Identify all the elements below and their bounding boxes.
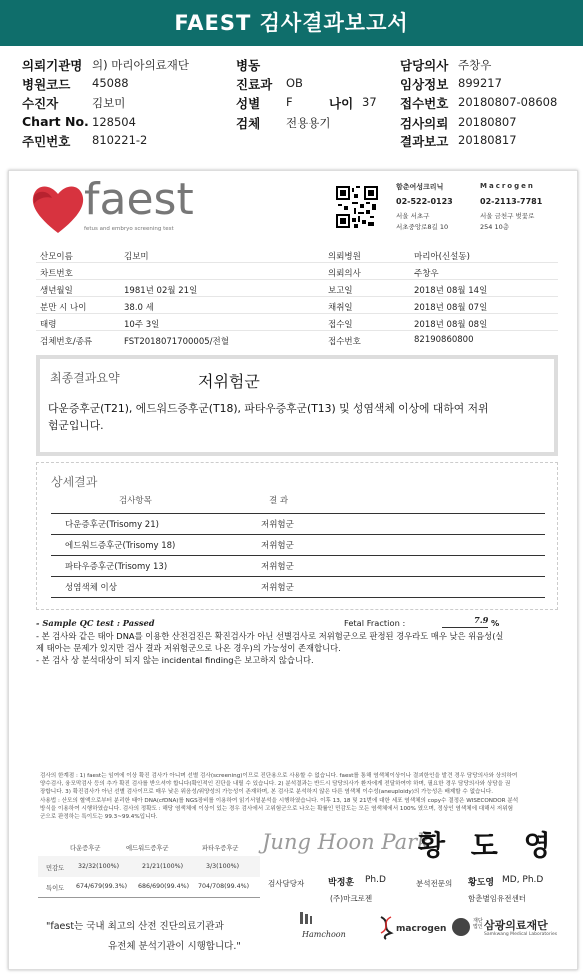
header-label: 병동: [236, 58, 261, 73]
row-divider: [36, 279, 558, 280]
patient-label: 채취일: [328, 303, 353, 313]
header-label: 검사의뢰: [400, 116, 449, 131]
row-divider: [51, 597, 545, 598]
detail-item: 파타우증후군(Trisomy 13): [65, 562, 168, 572]
row-divider: [36, 262, 558, 263]
header-label: 담당의사: [400, 58, 449, 73]
patient-value: 주창우: [414, 269, 439, 279]
signer-name: 황도영: [468, 878, 495, 888]
header-label: 검체: [236, 116, 261, 131]
header-label: 성별: [236, 96, 261, 111]
signer-name: 박정훈: [328, 878, 355, 888]
header-value: 45088: [92, 76, 129, 90]
signer-degree: Ph.D: [365, 875, 386, 885]
contact-macrogen: [480, 182, 560, 234]
disclaimer: [40, 772, 560, 821]
patient-label: 의뢰병원: [328, 252, 361, 262]
table-header: 에드워드증후군: [126, 845, 169, 852]
header-value: F: [286, 95, 293, 109]
detail-heading: 상세결과: [51, 475, 98, 489]
sample-qc-label: - Sample QC test : Passed: [36, 618, 155, 628]
contact-address: 254 10층: [480, 223, 510, 231]
row-divider: [36, 296, 558, 297]
header-value: 899217: [458, 76, 502, 90]
patient-value: 마리아(신설동): [414, 252, 470, 262]
header-value: 20180807: [458, 115, 517, 129]
signer-degree: MD, Ph.D: [502, 875, 544, 885]
detail-item: 다운증후군(Trisomy 21): [65, 520, 159, 530]
fetal-fraction-unit: %: [491, 618, 500, 628]
table-header: 파타우증후군: [202, 845, 239, 852]
header-label: 의뢰기관명: [22, 58, 83, 73]
patient-label: 산모이름: [40, 252, 73, 262]
note-line: 제 태아는 문제가 있지만 검사 결과 저위험군으로 나온 경우)의 가능성이 존재합니다.: [36, 643, 341, 653]
detail-box: [36, 462, 558, 610]
detail-result: 저위험군: [261, 541, 294, 551]
patient-value: FST2018071700005/전혈: [124, 337, 229, 347]
contact-name: Macrogen: [480, 182, 535, 190]
header-label: 진료과: [236, 77, 273, 92]
detail-item: 성염색체 이상: [65, 583, 117, 593]
table-cell: 704/708(99.4%): [198, 883, 250, 890]
patient-value: 2018년 08월 08일: [414, 320, 488, 330]
header-value: 전용용기: [286, 116, 331, 130]
patient-info: [36, 246, 558, 346]
signer-label: 검사담당자: [268, 879, 305, 888]
contact-address: 서울 서초구: [396, 212, 430, 220]
qc-accuracy-table: [38, 836, 260, 898]
header-info: [22, 55, 582, 155]
contact-name: 함춘여성크리닉: [396, 183, 444, 191]
header-label: 주민번호: [22, 134, 71, 149]
detail-result: 저위험군: [261, 520, 294, 530]
table-cell: 674/679(99.3%): [76, 883, 128, 890]
contact-address: 서초중앙로8길 10: [396, 223, 449, 231]
patient-label: 생년월일: [40, 286, 73, 296]
detail-result: 저위험군: [261, 583, 294, 593]
report-title-bar: [0, 0, 583, 46]
summary-heading: 최종결과요약: [50, 371, 120, 385]
qr-code-icon: [336, 186, 378, 228]
signer-org: 함춘별임유전센터: [468, 894, 526, 903]
patient-value: 1981년 02월 21일: [124, 286, 198, 296]
patient-label: 분만 시 나이: [40, 303, 87, 313]
patient-label: 태령: [40, 320, 57, 330]
header-label: 병원코드: [22, 77, 71, 92]
detail-col-result: 결 과: [269, 496, 289, 506]
header-value: 20180807-08608: [458, 95, 558, 109]
disclaimer-line: 방식을 이용하여 시행하였습니다. 검사의 정확도 : 해당 염색체에 이상이 있는 경우 검사에서 고위험군으로 나오는 확률인 민감도는 모든 염색체에서 100% 였으며, 정상인 염색체에 대해서 저위험: [40, 805, 514, 812]
patient-label: 보고일: [328, 286, 353, 296]
header-label: 접수번호: [400, 96, 449, 111]
header-value: 주창우: [458, 58, 492, 72]
age-value: 37: [362, 95, 377, 109]
logo-text: 삼광의료재단: [484, 919, 548, 932]
logo-wordmark: faest: [84, 174, 194, 225]
patient-value: 김보미: [124, 252, 149, 262]
header-value: 128504: [92, 115, 136, 129]
row-divider: [51, 576, 545, 577]
patient-label: 접수일: [328, 320, 353, 330]
row-divider: [36, 330, 558, 331]
table-cell: 32/32(100%): [78, 863, 120, 870]
dna-icon: [378, 916, 394, 940]
logo-text: Hamchoon: [302, 930, 346, 939]
row-divider: [51, 555, 545, 556]
note-line: - 본 검사와 같은 태아 DNA를 이용한 산전검진은 확진검사가 아닌 선별검사로 저위험군으로 판정된 경우라도 매우 낮은 위음성(실: [36, 631, 504, 641]
signature-hwang: 황 도 영: [418, 829, 559, 862]
table-cell: 3/3(100%): [206, 863, 240, 870]
footer-quote: "faest는 국내 최고의 산전 진단의료기관과: [46, 921, 224, 932]
samkwang-emblem-icon: [452, 918, 470, 936]
macrogen-logo: [378, 914, 448, 948]
table-cell: 21/21(100%): [142, 863, 184, 870]
footer-quote: 유전체 분석기관이 시행합니다.": [108, 941, 241, 952]
header-value: 의) 마리아의료재단: [92, 58, 190, 72]
fetal-fraction-label: Fetal Fraction :: [344, 618, 406, 628]
detail-col-item: 검사항목: [119, 496, 152, 506]
header-label: 임상정보: [400, 77, 449, 92]
contact-phone: 02-522-0123: [396, 197, 453, 206]
fetal-fraction-value: 7.9: [474, 615, 489, 625]
patient-label: 의뢰의사: [328, 269, 361, 279]
patient-value: 10주 3일: [124, 320, 160, 330]
summary-result: 저위험군: [198, 372, 260, 391]
disclaimer-line: 군으로 판정하는 특이도는 99.3~99.4%입니다.: [40, 814, 158, 821]
contact-phone: 02-2113-7781: [480, 197, 543, 206]
table-divider: [38, 897, 260, 898]
table-cell: 특이도: [46, 885, 65, 892]
row-divider: [36, 313, 558, 314]
disclaimer-line: 검사의 한계점 : 1) faest는 임여에 이상 확진 검사가 아니며 선별 검사(screening)이므로 진단용으로 사용할 수 없습니다. faest를 통해 염색체이상이나 결괴한인을 발견 경우 담당의사와 상의하여: [40, 773, 518, 779]
header-value: 810221-2: [92, 133, 148, 147]
header-value: OB: [286, 76, 303, 90]
patient-value: 38.0 세: [124, 303, 154, 313]
disclaimer-line: 사용법 : 산모의 혈액으로부터 분리한 태아 DNA(cfDNA)를 NGS장비를 이용하여 읽기서열분석을 시행하였습니다. 이후 13, 18 및 21번에 대한 세포 염색체의 copy수 결정은 WISECONDOR 분석: [40, 797, 519, 804]
notes: [36, 630, 566, 666]
table-cell: 686/690(99.4%): [138, 883, 190, 890]
logo-text: macrogen: [396, 924, 447, 934]
note-line: - 본 검사 상 분석대상이 되지 않는 incidental finding은 보고하지 않습니다.: [36, 655, 314, 665]
patient-value: 2018년 08월 14일: [414, 286, 488, 296]
logo-prefix: 재단법인: [473, 918, 483, 930]
row-divider: [51, 513, 545, 514]
signer-label: 분석전문의: [416, 879, 453, 888]
summary-text: 험군입니다.: [48, 419, 104, 432]
age-label: 나이: [329, 96, 354, 111]
logo-subtext: Samkwang Medical Laboratories: [484, 932, 558, 937]
contact-hamchoon: [396, 182, 466, 234]
faest-logo: [28, 174, 194, 238]
table-header: 다운증후군: [70, 845, 101, 852]
contact-address: 서울 금천구 벚꽃로: [480, 212, 535, 220]
patient-value: 82190860800: [414, 335, 474, 345]
header-value: 20180817: [458, 133, 517, 147]
heart-logo-icon: [28, 178, 88, 236]
disclaimer-line: 장합니다. 3) 확진검사가 아닌 선별 검사이므로 매우 낮은 위음성/위양성의 가능성이 존재하며, 본 검사로 분석하지 않은 다른 염색체 이수성(aneuploidy)의 가능성은 배제할 수 없습니다.: [40, 789, 494, 796]
summary-box: [36, 355, 558, 456]
logo-tagline: fetus and embryo screening test: [84, 226, 174, 232]
hamchoon-logo: [294, 910, 354, 950]
disclaimer-line: 양수검사, 융모막검사 등의 추가 확진 검사를 받으셔야 합니다(확인적인 진단을 내릴 수 있습니다. 2) 분석결과는 반드시 담당의사가 환자에게 전달하여야 하며, 필요한 경우 담당의사와 상담을 권: [40, 781, 511, 788]
patient-label: 검체번호/종류: [40, 337, 93, 347]
detail-item: 에드워드증후군(Trisomy 18): [65, 541, 176, 551]
patient-value: 2018년 08월 07일: [414, 303, 488, 313]
table-cell: 민감도: [46, 865, 65, 872]
hamchoon-logo-icon: [298, 910, 314, 926]
signature-park: Jung Hoon Park: [262, 830, 430, 854]
header-label: Chart No.: [22, 114, 89, 129]
detail-result: 저위험군: [261, 562, 294, 572]
samkwang-logo: [452, 914, 562, 948]
header-label: 수진자: [22, 96, 59, 111]
signer-org: (주)마크로젠: [330, 894, 373, 903]
summary-text: 다운증후군(T21), 에드워드증후군(T18), 파타우증후군(T13) 및 성염색체 이상에 대하여 저위: [48, 402, 489, 415]
row-divider: [51, 534, 545, 535]
header-label: 결과보고: [400, 134, 449, 149]
fetal-fraction-underline: [442, 627, 488, 628]
report-title: FAEST 검사결과보고서: [174, 11, 409, 35]
patient-label: 차트번호: [40, 269, 73, 279]
patient-label: 접수번호: [328, 337, 361, 347]
header-value: 김보미: [92, 96, 126, 110]
